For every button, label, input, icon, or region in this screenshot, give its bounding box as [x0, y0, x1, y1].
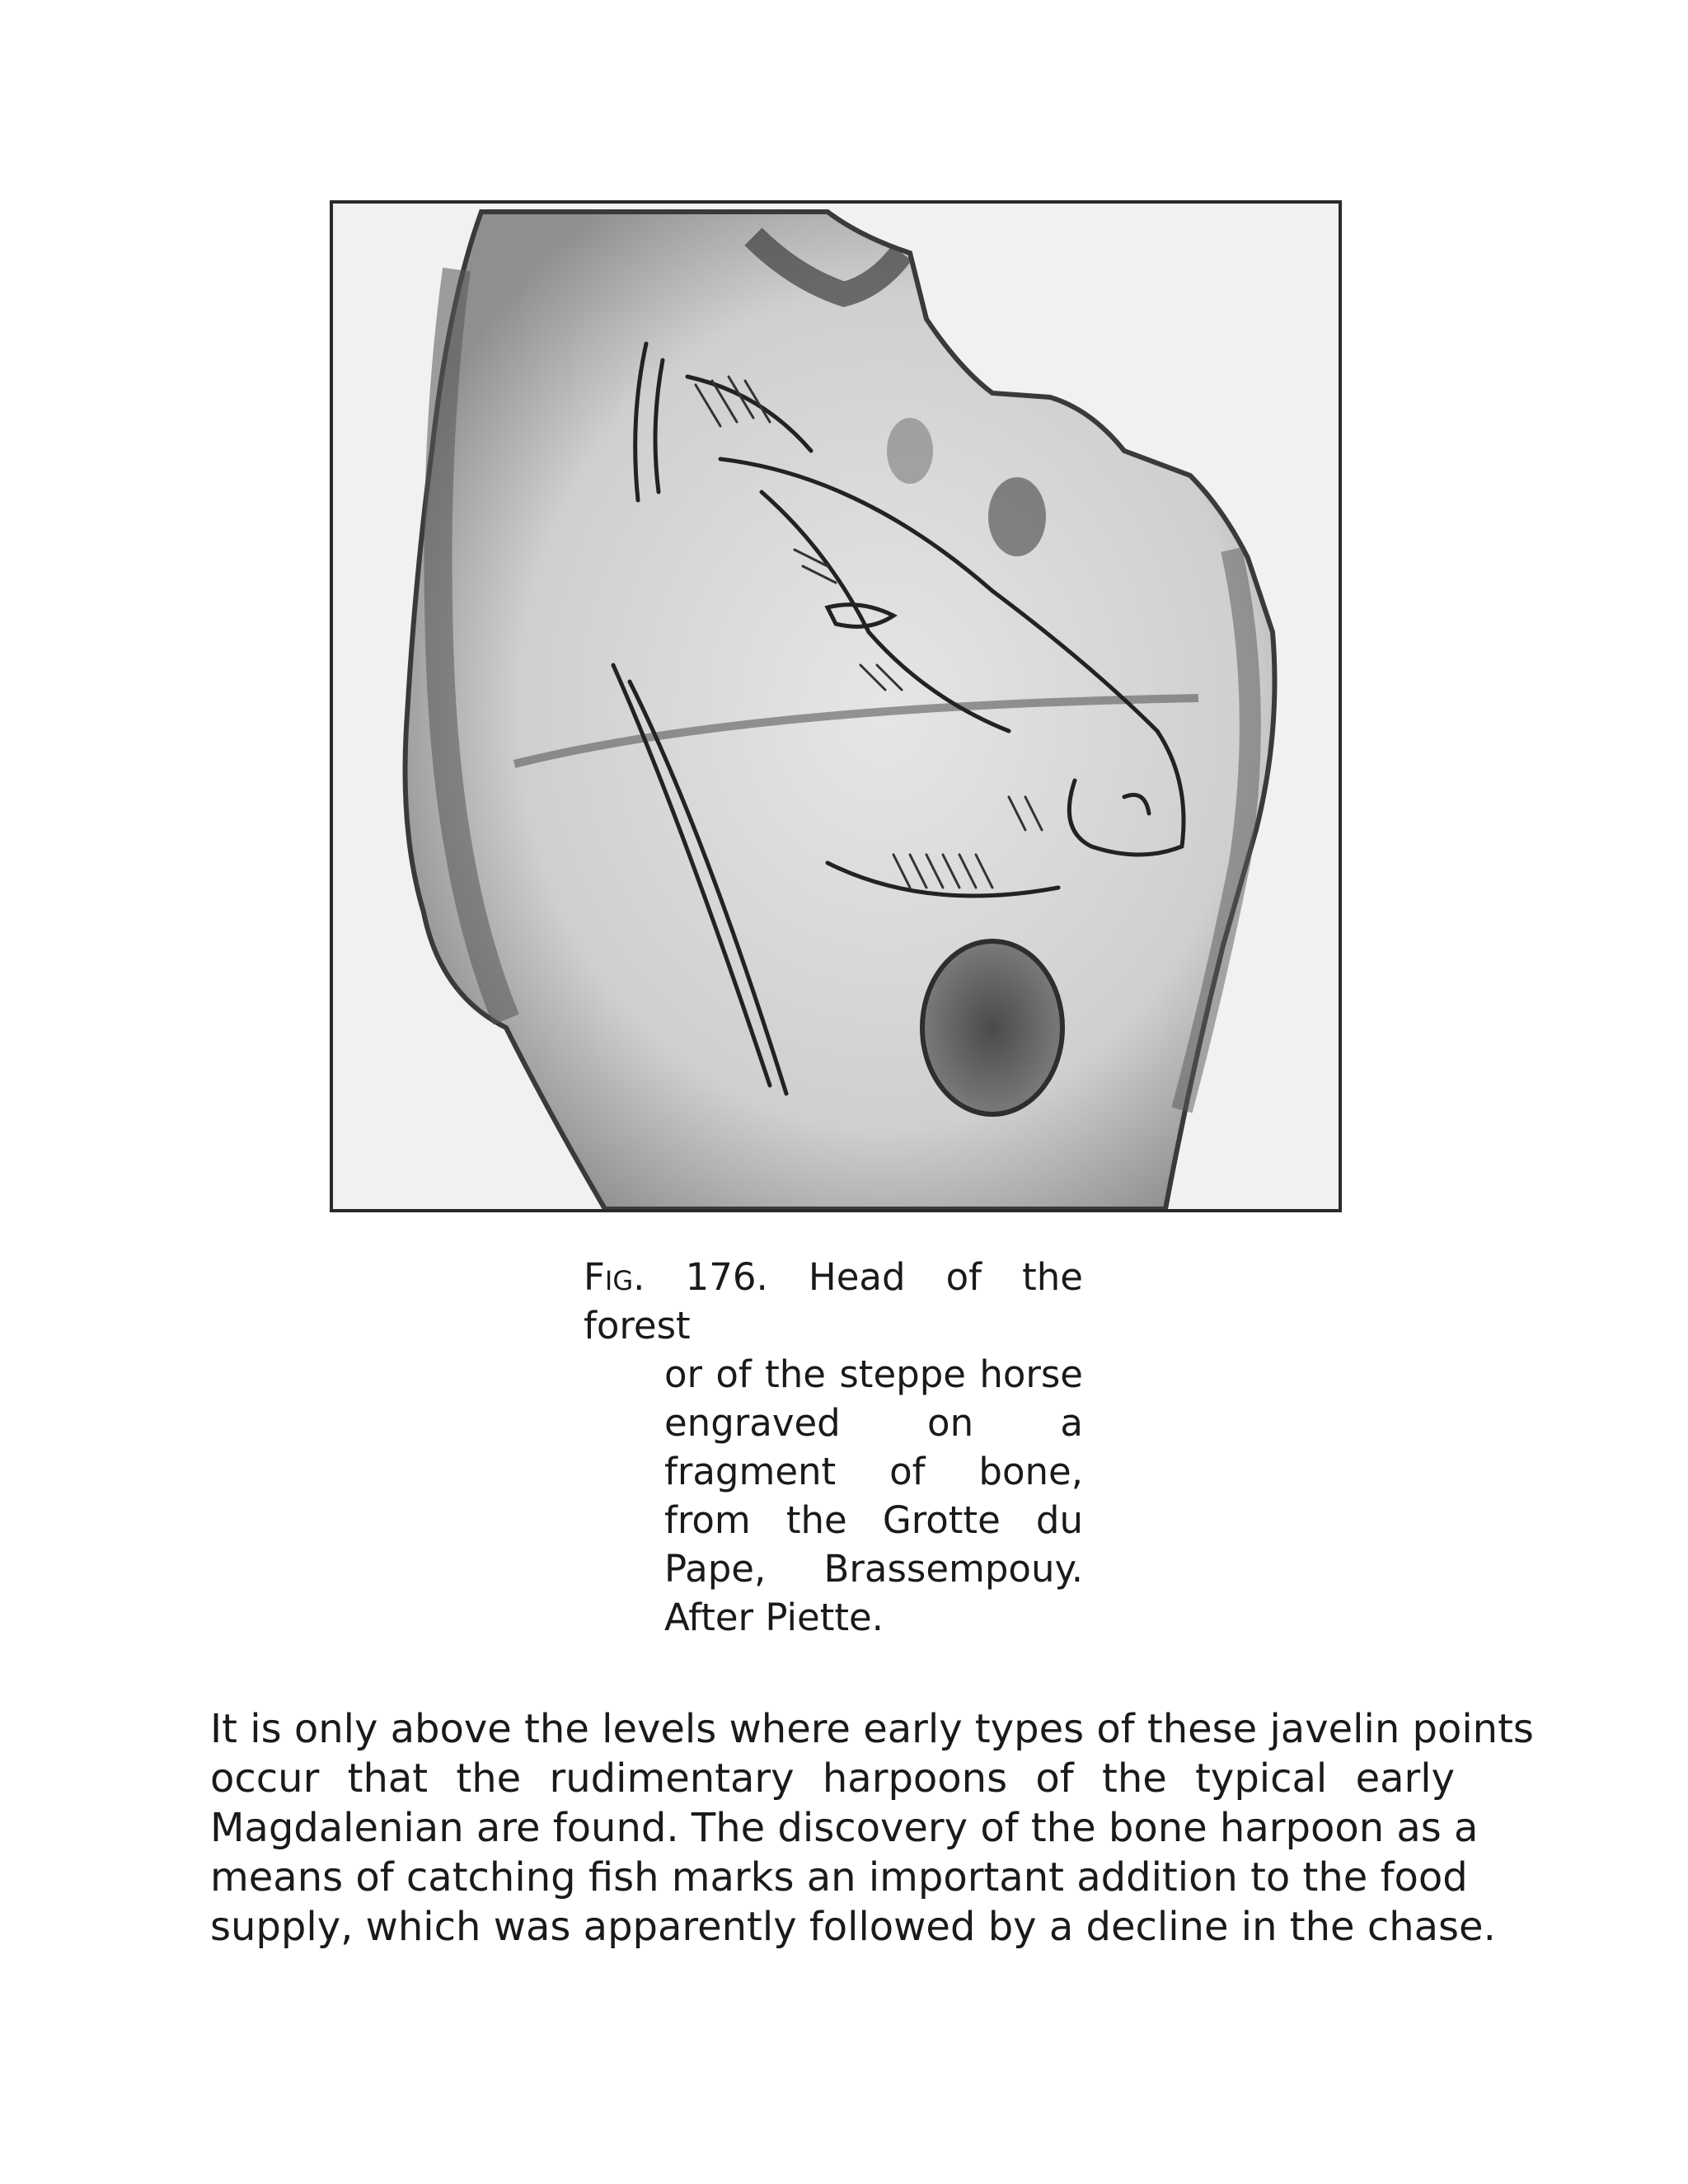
caption-line: engraved on a — [664, 1401, 1083, 1445]
paragraph-line: occur that the rudimentary harpoons of the typical early — [210, 1755, 1455, 1802]
figure-label: Fig. — [584, 1255, 645, 1299]
caption-line: or of the steppe horse — [664, 1352, 1083, 1396]
engraved-bone-horse-head-illustration — [333, 204, 1339, 1209]
body-paragraph — [210, 1704, 1534, 1952]
caption-line: Pape, Brassempouy. — [664, 1547, 1083, 1591]
caption-line: Fig. 176. Head of the forest — [584, 1255, 1083, 1347]
paragraph-line: It is only above the levels where early types of these javelin points — [210, 1706, 1534, 1752]
paragraph-line: supply, which was apparently followed by a decline in the chase. — [210, 1904, 1496, 1950]
paragraph-line: means of catching fish marks an important addition to the food — [210, 1854, 1468, 1900]
paragraph-line: Magdalenian are found. The discovery of the bone harpoon as a — [210, 1805, 1479, 1851]
caption-line: After Piette. — [664, 1596, 884, 1639]
figure-image — [330, 200, 1342, 1212]
figure-caption — [584, 1253, 1083, 1642]
caption-line: fragment of bone, — [664, 1450, 1083, 1493]
caption-line: from the Grotte du — [664, 1498, 1083, 1542]
